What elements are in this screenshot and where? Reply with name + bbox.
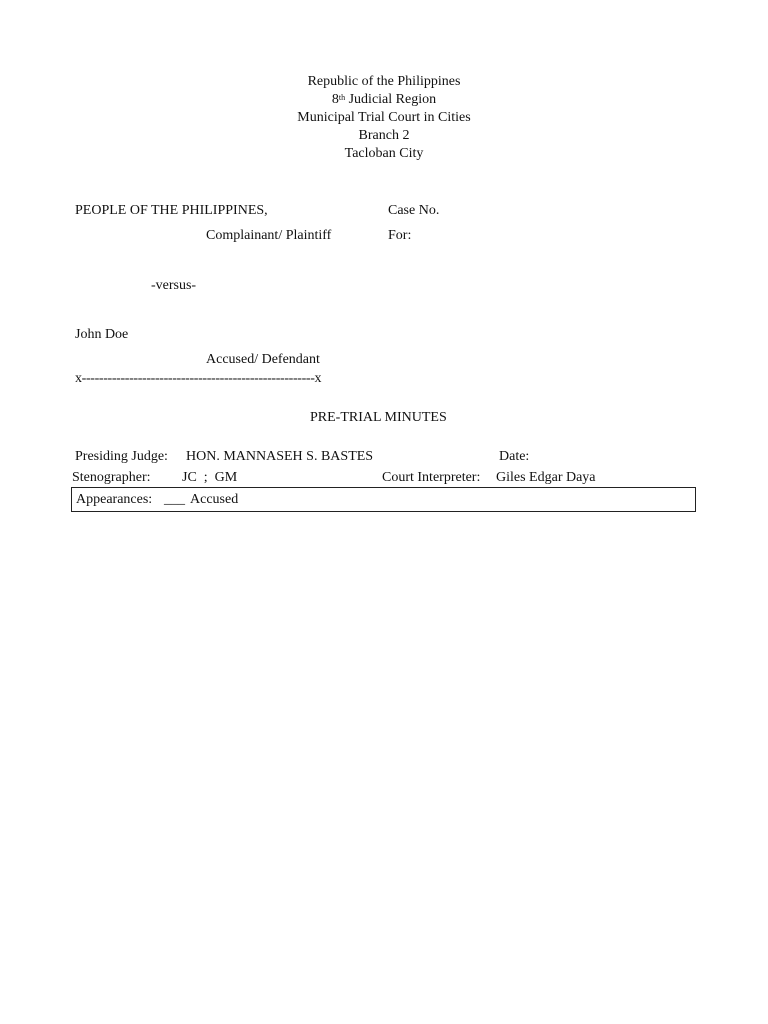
appearances-label: Appearances: (76, 492, 153, 507)
court-interpreter-label: Court Interpreter: (382, 470, 481, 485)
region-number: 8 (331, 92, 339, 107)
case-number-label: Case No. (388, 203, 440, 218)
stenographer-value: JC ; GM (182, 470, 238, 485)
plaintiff-name: PEOPLE OF THE PHILIPPINES, (75, 203, 268, 218)
judicial-region-heading (0, 92, 768, 108)
date-label: Date: (499, 449, 530, 464)
stenographer-label: Stenographer: (72, 470, 151, 485)
accused-role: Accused/ Defendant (206, 352, 320, 367)
region-label: Judicial Region (345, 92, 437, 107)
appearances-box (71, 487, 696, 512)
city-heading: Tacloban City (344, 146, 424, 161)
region-ordinal-suffix: th (338, 93, 346, 102)
offense-label: For: (388, 228, 412, 243)
versus-text: -versus- (151, 278, 197, 293)
court-interpreter-name: Giles Edgar Daya (496, 470, 596, 485)
branch-heading: Branch 2 (358, 128, 410, 143)
presiding-judge-label: Presiding Judge: (75, 449, 168, 464)
caption-separator: x------------------------------------------------------x (75, 371, 322, 386)
republic-heading: Republic of the Philippines (307, 74, 461, 89)
plaintiff-role: Complainant/ Plaintiff (206, 228, 332, 243)
appearances-value: Accused (190, 492, 239, 507)
accused-name: John Doe (75, 327, 129, 342)
court-heading: Municipal Trial Court in Cities (297, 110, 471, 125)
presiding-judge-name: HON. MANNASEH S. BASTES (186, 449, 374, 464)
appearances-blank: ___ (164, 492, 185, 507)
pre-trial-minutes-title: PRE-TRIAL MINUTES (310, 410, 447, 425)
